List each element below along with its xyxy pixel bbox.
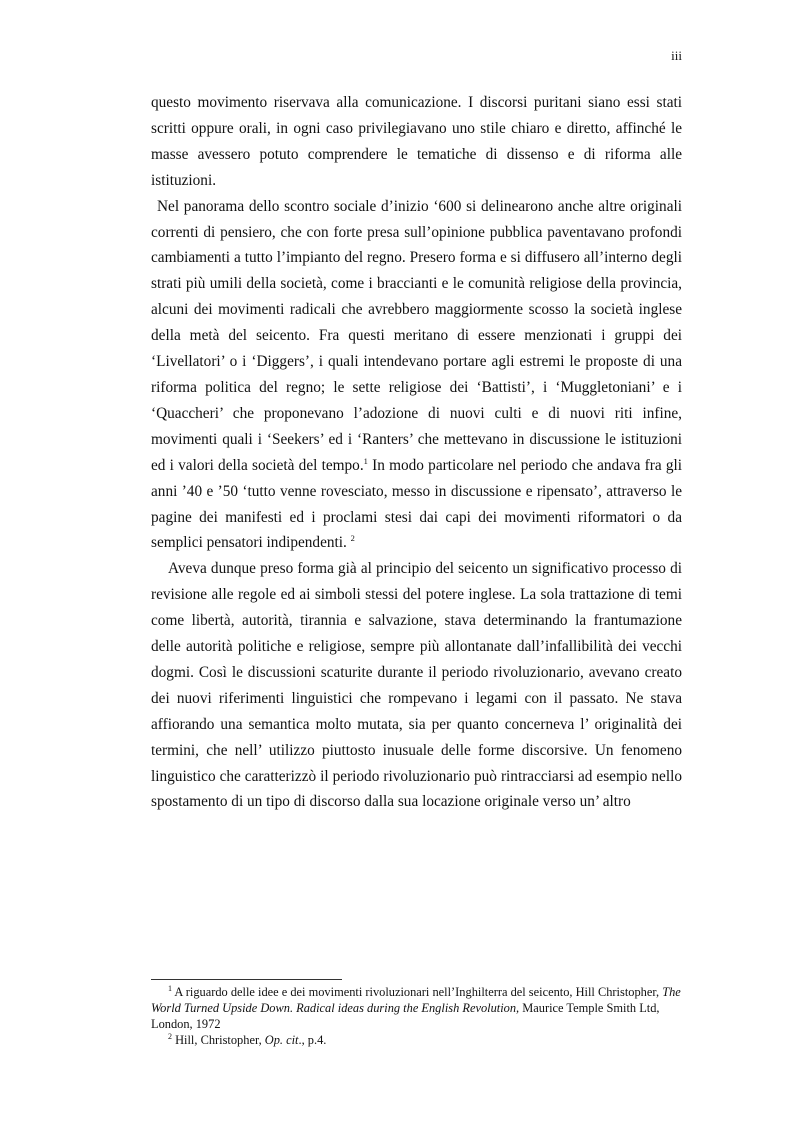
footnote-2-text-b: ., p.4. [298, 1033, 327, 1047]
paragraph-2-text-b: In modo particolare nel periodo che andava fra gli anni ’40 e ’50 ‘tutto venne rovesciato, messo in discussione e ripensato’, attraverso le pagine dei manifesti ed i proclami stesi dai capi dei movimenti riformatori o da semplici pensatori indipendenti. [151, 456, 683, 552]
paragraph-2-text-a: Nel panorama dello scontro sociale d’inizio ‘600 si delinearono anche altre originali correnti di pensiero, che con forte presa sull’opinione pubblica paventavano profondi cambiamenti a tutto l’impianto del regno. Presero forma e si diffusero all’interno degli strati più umili della società, come i braccianti e le comunità religiose della provincia, alcuni dei movimenti radicali che avrebbero maggiormente scosso la società inglese della metà del seicento. Fra questi meritano di essere menzionati i gruppi dei ‘Livellatori’ o i ‘Diggers’, i quali intendevano portare agli estremi le proposte di una riforma politica del regno; le sette religiose dei ‘Battisti’, i ‘Muggletoniani’ e i ‘Quaccheri’ che proponevano l’adozione di nuovi culti e di nuovi riti infine, movimenti quali i ‘Seekers’ ed i ‘Ranters’ che mettevano in discussione le istituzioni ed i valori della società del tempo. [151, 197, 682, 474]
footnote-ref-2[interactable]: 2 [350, 533, 355, 544]
footnote-2-text-a: Hill, Christopher, [172, 1033, 265, 1047]
footnote-2 [151, 1032, 682, 1048]
paragraph-2 [151, 194, 682, 557]
paragraph-3: Aveva dunque preso forma già al principio del seicento un significativo processo di revisione alle regole ed ai simboli stessi del potere inglese. La sola trattazione di temi come libertà, autorità, tirannia e salvazione, stava determinando la frantumazione delle autorità politiche e religiose, sempre più allontanate dall’infallibilità dei vecchi dogmi. Così le discussioni scaturite durante il periodo rivoluzionario, avevano creato dei nuovi riferimenti linguistici che rompevano i legami con il passato. Ne stava affiorando una semantica molto mutata, sia per quanto concerneva l’ originalità dei termini, che nell’ utilizzo piuttosto inusuale delle forme discorsive. Un fenomeno linguistico che caratterizzò il periodo rivoluzionario può rintracciarsi ad esempio nello spostamento di un tipo di discorso dalla sua locazione originale verso un’ altro [151, 560, 682, 811]
body-text [151, 90, 682, 815]
page-number: iii [671, 48, 682, 63]
footnote-1-text-b: Maurice Temple Smith Ltd, London, 1972 [151, 1001, 660, 1031]
footnote-1 [151, 984, 682, 1032]
footnote-1-mark: 1 [168, 983, 172, 993]
footnote-1-text-a: A riguardo delle idee e dei movimenti rivoluzionari nell’Inghilterra del seicento, Hill Christopher, [172, 985, 663, 999]
paragraph-1: questo movimento riservava alla comunicazione. I discorsi puritani siano essi stati scritti oppure orali, in ogni caso privilegiavano uno stile chiaro e diretto, affinché le masse avessero potuto comprendere le tematiche di dissenso e di riforma alle istituzioni. [151, 94, 682, 189]
footnote-2-title: Op. cit [264, 1033, 299, 1047]
footnotes [151, 984, 682, 1048]
footnote-separator [151, 979, 342, 980]
footnote-ref-1[interactable]: 1 [363, 455, 368, 466]
footnote-2-mark: 2 [168, 1031, 172, 1041]
footnote-1-title: The World Turned Upside Down. Radical ideas during the English Revolution, [151, 985, 681, 1015]
